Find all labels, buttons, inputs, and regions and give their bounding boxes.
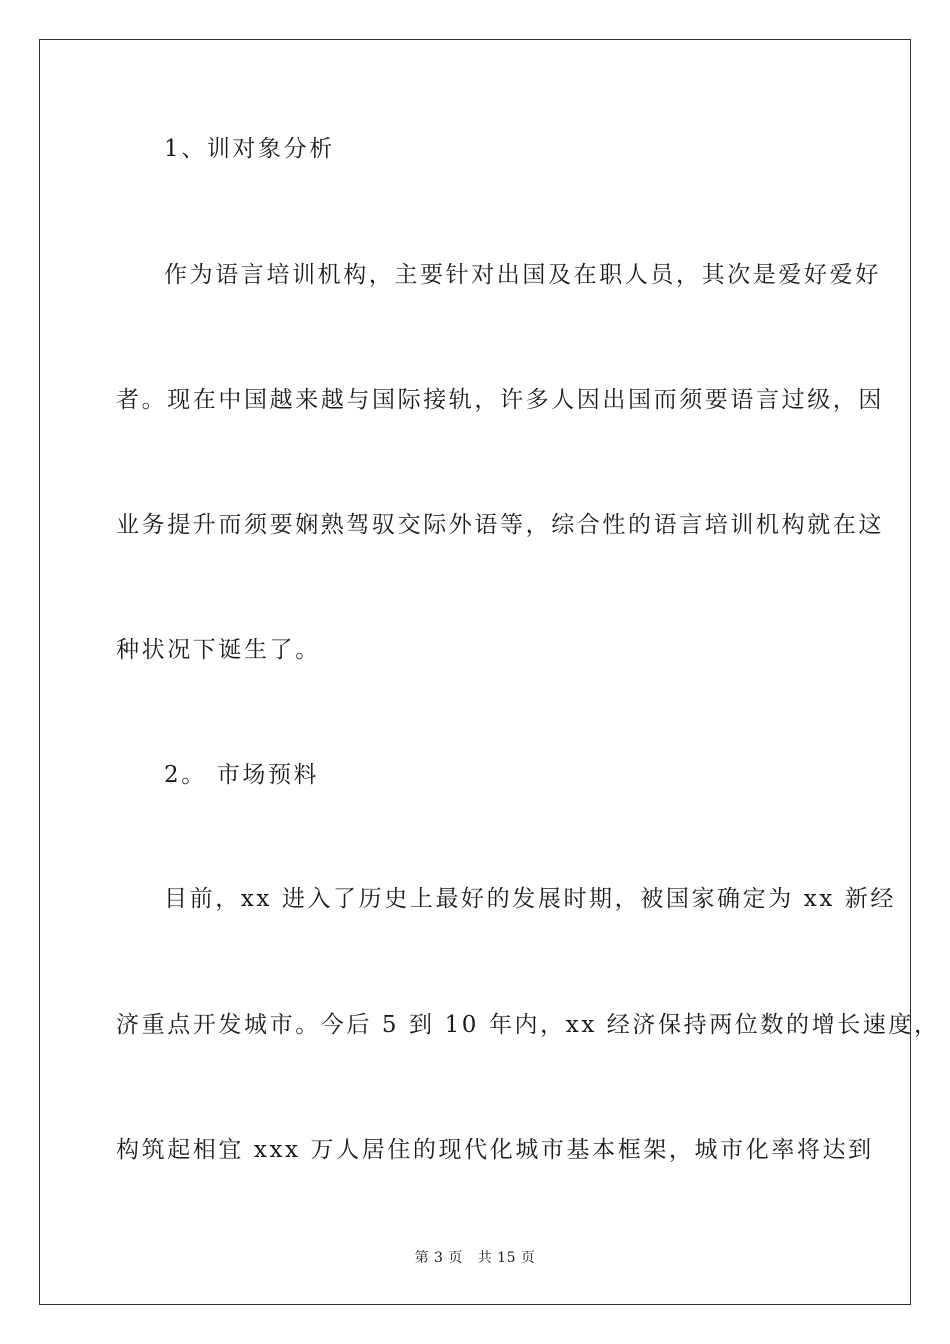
section-heading-2: 2。 市场预料 <box>164 762 320 788</box>
paragraph-line: 种状况下诞生了。 <box>116 637 321 663</box>
page-border <box>39 39 911 1305</box>
section-heading-1: 1、训对象分析 <box>164 136 335 162</box>
paragraph-line: 构筑起相宜 xxx 万人居住的现代化城市基本框架，城市化率将达到 <box>116 1137 874 1163</box>
paragraph-line: 济重点开发城市。今后 5 到 10 年内，xx 经济保持两位数的增长速度， <box>116 1012 940 1038</box>
paragraph-line: 目前，xx 进入了历史上最好的发展时期，被国家确定为 xx 新经 <box>164 886 897 912</box>
paragraph-line: 者。现在中国越来越与国际接轨，许多人因出国而须要语言过级，因 <box>116 387 884 413</box>
page-number-footer: 第 3 页 共 15 页 <box>414 1250 536 1266</box>
paragraph-line: 业务提升而须要娴熟驾驭交际外语等，综合性的语言培训机构就在这 <box>116 512 884 538</box>
paragraph-line: 作为语言培训机构，主要针对出国及在职人员，其次是爱好爱好 <box>164 262 881 288</box>
